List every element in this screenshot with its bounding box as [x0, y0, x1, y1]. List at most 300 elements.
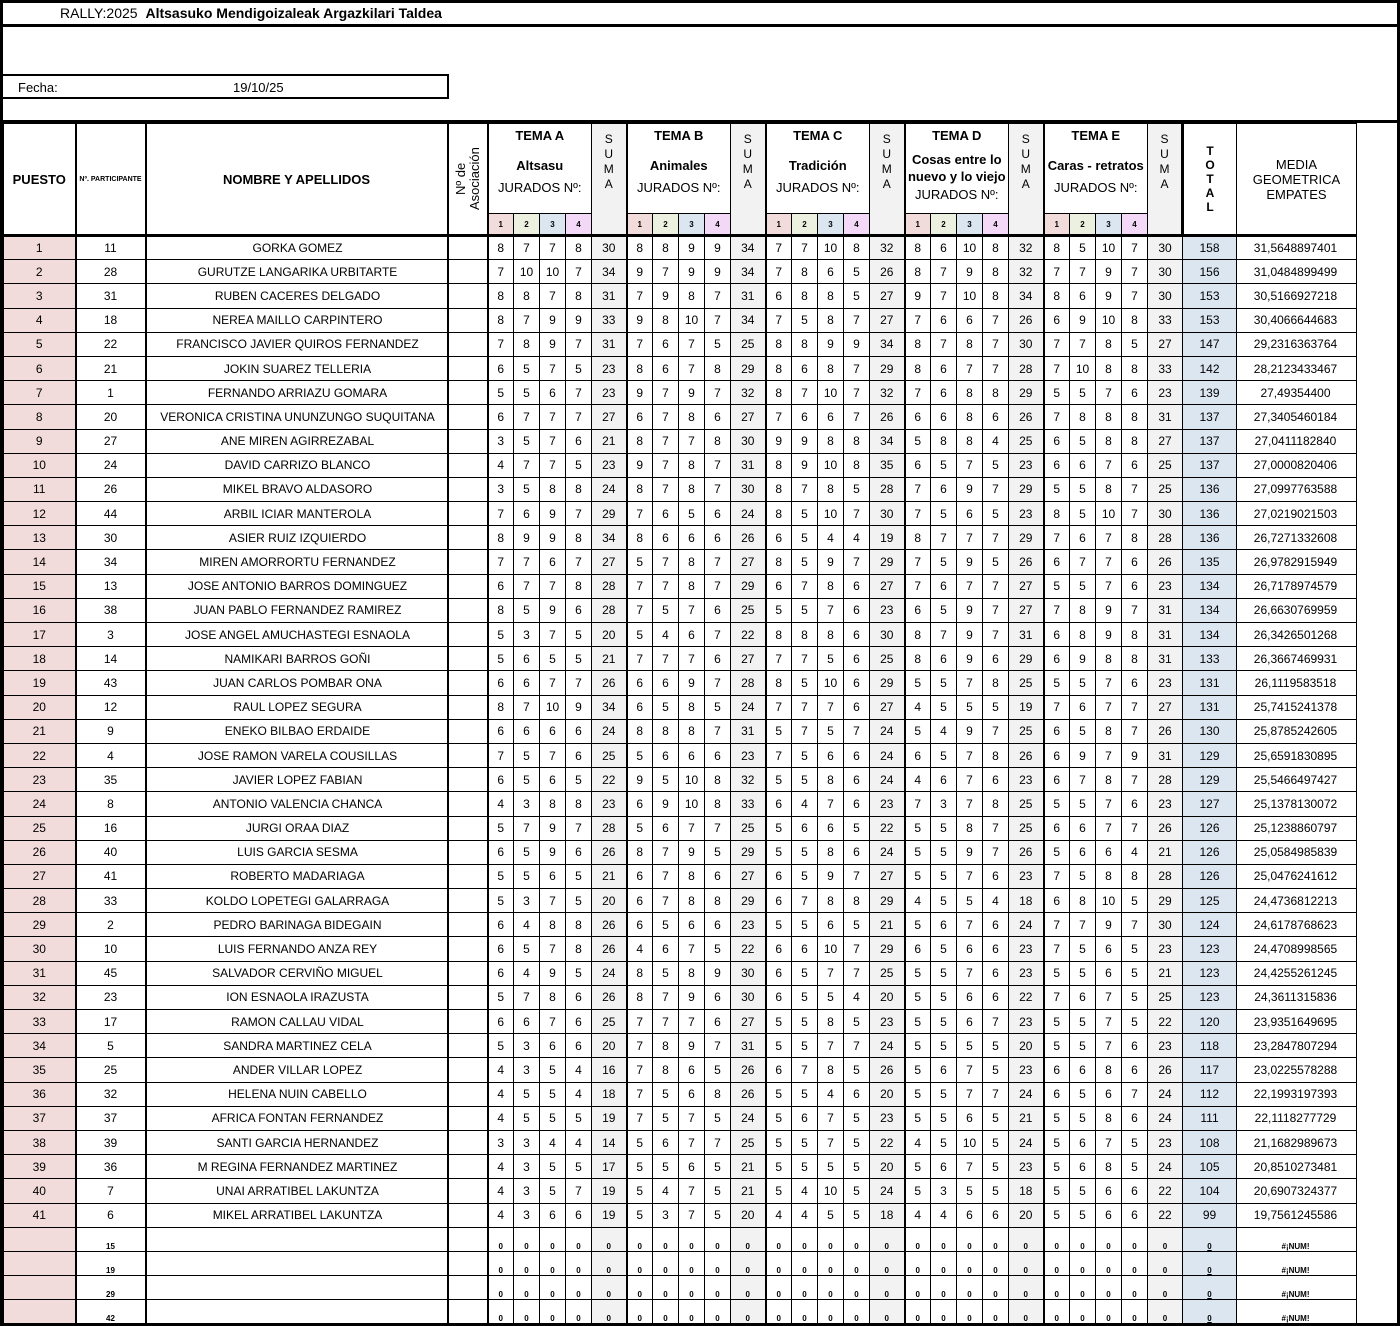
- jurado-score[interactable]: 5: [1122, 937, 1148, 961]
- jurado-score[interactable]: 7: [766, 405, 792, 429]
- jurado-score[interactable]: 5: [1070, 1010, 1096, 1034]
- jurado-score[interactable]: 8: [983, 284, 1009, 308]
- participante-cell[interactable]: 9: [76, 719, 146, 743]
- jurado-score[interactable]: 0: [1122, 1276, 1148, 1300]
- jurado-score[interactable]: 9: [705, 961, 731, 985]
- participante-cell[interactable]: 29: [76, 1276, 146, 1300]
- participante-cell[interactable]: 3: [76, 623, 146, 647]
- jurado-score[interactable]: 9: [957, 647, 983, 671]
- jurado-score[interactable]: 6: [931, 236, 957, 260]
- jurado-score[interactable]: 5: [1122, 1130, 1148, 1154]
- jurado-score[interactable]: 5: [905, 985, 931, 1009]
- jurado-score[interactable]: 7: [1070, 913, 1096, 937]
- asociacion-cell[interactable]: [448, 502, 488, 526]
- jurado-score[interactable]: 5: [514, 937, 540, 961]
- jurado-score[interactable]: 9: [679, 840, 705, 864]
- jurado-score[interactable]: 5: [705, 1203, 731, 1227]
- jurado-score[interactable]: 5: [844, 1106, 870, 1130]
- jurado-score[interactable]: 0: [818, 1276, 844, 1300]
- jurado-score[interactable]: 9: [905, 284, 931, 308]
- jurado-score[interactable]: 9: [705, 260, 731, 284]
- jurado-score[interactable]: 0: [540, 1276, 566, 1300]
- jurado-score[interactable]: 6: [931, 913, 957, 937]
- jurado-score[interactable]: 5: [905, 913, 931, 937]
- jurado-score[interactable]: 6: [818, 913, 844, 937]
- nombre-cell[interactable]: PEDRO BARINAGA BIDEGAIN: [146, 913, 448, 937]
- jurado-score[interactable]: 0: [931, 1300, 957, 1324]
- jurado-score[interactable]: 0: [766, 1300, 792, 1324]
- jurado-score[interactable]: 9: [957, 598, 983, 622]
- jurado-score[interactable]: 5: [983, 1179, 1009, 1203]
- jurado-score[interactable]: 6: [514, 671, 540, 695]
- jurado-score[interactable]: 8: [653, 236, 679, 260]
- jurado-score[interactable]: 8: [627, 719, 653, 743]
- jurado-score[interactable]: 7: [1096, 453, 1122, 477]
- jurado-score[interactable]: 4: [931, 1203, 957, 1227]
- jurado-score[interactable]: 3: [931, 1179, 957, 1203]
- jurado-score[interactable]: 5: [1044, 792, 1070, 816]
- jurado-score[interactable]: 9: [627, 260, 653, 284]
- jurado-score[interactable]: 10: [818, 937, 844, 961]
- jurado-score[interactable]: 4: [488, 1179, 514, 1203]
- jurado-score[interactable]: 5: [844, 1179, 870, 1203]
- jurado-score[interactable]: 8: [679, 889, 705, 913]
- jurado-score[interactable]: 6: [957, 308, 983, 332]
- jurado-score[interactable]: 5: [540, 647, 566, 671]
- jurado-score[interactable]: 5: [905, 1179, 931, 1203]
- jurado-score[interactable]: 6: [540, 1203, 566, 1227]
- jurado-score[interactable]: 5: [1122, 961, 1148, 985]
- nombre-cell[interactable]: [146, 1251, 448, 1275]
- jurado-score[interactable]: 8: [679, 719, 705, 743]
- jurado-score[interactable]: 5: [488, 864, 514, 888]
- jurado-score[interactable]: 5: [931, 1082, 957, 1106]
- jurado-score[interactable]: 5: [792, 526, 818, 550]
- jurado-score[interactable]: 7: [983, 332, 1009, 356]
- jurado-score[interactable]: 10: [679, 768, 705, 792]
- jurado-score[interactable]: 5: [931, 864, 957, 888]
- jurado-score[interactable]: 4: [488, 1082, 514, 1106]
- jurado-score[interactable]: 8: [566, 526, 592, 550]
- jurado-score[interactable]: 3: [514, 1203, 540, 1227]
- jurado-score[interactable]: 8: [514, 332, 540, 356]
- jurado-score[interactable]: 4: [1122, 840, 1148, 864]
- participante-cell[interactable]: 1: [76, 381, 146, 405]
- jurado-score[interactable]: 7: [844, 502, 870, 526]
- jurado-score[interactable]: 7: [957, 864, 983, 888]
- jurado-score[interactable]: 4: [818, 1082, 844, 1106]
- jurado-score[interactable]: 6: [1070, 284, 1096, 308]
- participante-cell[interactable]: 15: [76, 1227, 146, 1251]
- jurado-score[interactable]: 7: [905, 792, 931, 816]
- jurado-score[interactable]: 5: [566, 1155, 592, 1179]
- jurado-score[interactable]: 7: [679, 1130, 705, 1154]
- asociacion-cell[interactable]: [448, 1179, 488, 1203]
- asociacion-cell[interactable]: [448, 768, 488, 792]
- participante-cell[interactable]: 10: [76, 937, 146, 961]
- jurado-score[interactable]: 6: [627, 405, 653, 429]
- jurado-score[interactable]: 4: [792, 1179, 818, 1203]
- jurado-score[interactable]: 5: [566, 647, 592, 671]
- jurado-score[interactable]: 7: [792, 574, 818, 598]
- jurado-score[interactable]: 7: [766, 308, 792, 332]
- asociacion-cell[interactable]: [448, 381, 488, 405]
- jurado-score[interactable]: 8: [818, 574, 844, 598]
- jurado-score[interactable]: 6: [1122, 792, 1148, 816]
- jurado-score[interactable]: 8: [679, 574, 705, 598]
- jurado-score[interactable]: 4: [653, 623, 679, 647]
- jurado-score[interactable]: 4: [566, 1058, 592, 1082]
- jurado-score[interactable]: 6: [653, 743, 679, 767]
- jurado-score[interactable]: 7: [818, 961, 844, 985]
- jurado-score[interactable]: 6: [488, 768, 514, 792]
- jurado-score[interactable]: 5: [566, 864, 592, 888]
- nombre-cell[interactable]: GURUTZE LANGARIKA URBITARTE: [146, 260, 448, 284]
- jurado-score[interactable]: 8: [1122, 308, 1148, 332]
- participante-cell[interactable]: 33: [76, 889, 146, 913]
- jurado-score[interactable]: 7: [653, 453, 679, 477]
- jurado-score[interactable]: 9: [540, 961, 566, 985]
- jurado-score[interactable]: 8: [983, 743, 1009, 767]
- jurado-score[interactable]: 0: [679, 1251, 705, 1275]
- jurado-score[interactable]: 0: [566, 1276, 592, 1300]
- jurado-score[interactable]: 8: [627, 429, 653, 453]
- nombre-cell[interactable]: FRANCISCO JAVIER QUIROS FERNANDEZ: [146, 332, 448, 356]
- jurado-score[interactable]: 4: [905, 1203, 931, 1227]
- jurado-score[interactable]: 5: [540, 1082, 566, 1106]
- jurado-score[interactable]: 6: [705, 405, 731, 429]
- jurado-score[interactable]: 7: [1122, 477, 1148, 501]
- jurado-score[interactable]: 6: [705, 1010, 731, 1034]
- asociacion-cell[interactable]: [448, 623, 488, 647]
- jurado-score[interactable]: 10: [818, 1179, 844, 1203]
- jurado-score[interactable]: 7: [1096, 985, 1122, 1009]
- jurado-score[interactable]: 5: [931, 695, 957, 719]
- jurado-score[interactable]: 8: [1096, 429, 1122, 453]
- asociacion-cell[interactable]: [448, 1082, 488, 1106]
- jurado-score[interactable]: 8: [627, 840, 653, 864]
- nombre-cell[interactable]: HELENA NUIN CABELLO: [146, 1082, 448, 1106]
- nombre-cell[interactable]: ANE MIREN AGIRREZABAL: [146, 429, 448, 453]
- jurado-score[interactable]: 7: [1096, 526, 1122, 550]
- jurado-score[interactable]: 5: [792, 985, 818, 1009]
- jurado-score[interactable]: 7: [931, 623, 957, 647]
- jurado-score[interactable]: 10: [679, 308, 705, 332]
- jurado-score[interactable]: 0: [1044, 1227, 1070, 1251]
- jurado-score[interactable]: 8: [1122, 356, 1148, 380]
- jurado-score[interactable]: 0: [488, 1276, 514, 1300]
- jurado-score[interactable]: 9: [653, 792, 679, 816]
- jurado-score[interactable]: 4: [905, 1130, 931, 1154]
- jurado-score[interactable]: 5: [844, 913, 870, 937]
- jurado-score[interactable]: 7: [1096, 743, 1122, 767]
- jurado-score[interactable]: 5: [792, 308, 818, 332]
- participante-cell[interactable]: 7: [76, 1179, 146, 1203]
- jurado-score[interactable]: 8: [983, 236, 1009, 260]
- jurado-score[interactable]: 6: [905, 937, 931, 961]
- jurado-score[interactable]: 7: [488, 332, 514, 356]
- jurado-score[interactable]: 5: [931, 502, 957, 526]
- participante-cell[interactable]: 24: [76, 453, 146, 477]
- jurado-score[interactable]: 5: [1070, 429, 1096, 453]
- jurado-score[interactable]: 8: [1096, 477, 1122, 501]
- jurado-score[interactable]: 6: [679, 526, 705, 550]
- jurado-score[interactable]: 7: [540, 743, 566, 767]
- jurado-score[interactable]: 8: [905, 260, 931, 284]
- jurado-score[interactable]: 8: [905, 623, 931, 647]
- jurado-score[interactable]: 6: [514, 1010, 540, 1034]
- jurado-score[interactable]: 7: [627, 647, 653, 671]
- jurado-score[interactable]: 6: [905, 598, 931, 622]
- jurado-score[interactable]: 7: [844, 1034, 870, 1058]
- jurado-score[interactable]: 5: [983, 1130, 1009, 1154]
- jurado-score[interactable]: 9: [818, 864, 844, 888]
- jurado-score[interactable]: 7: [957, 1082, 983, 1106]
- nombre-cell[interactable]: LUIS FERNANDO ANZA REY: [146, 937, 448, 961]
- jurado-score[interactable]: 7: [540, 284, 566, 308]
- jurado-score[interactable]: 7: [983, 623, 1009, 647]
- jurado-score[interactable]: 8: [905, 647, 931, 671]
- jurado-score[interactable]: 7: [627, 1082, 653, 1106]
- jurado-score[interactable]: 0: [983, 1227, 1009, 1251]
- jurado-score[interactable]: 5: [792, 1034, 818, 1058]
- jurado-score[interactable]: 7: [653, 405, 679, 429]
- jurado-score[interactable]: 6: [983, 864, 1009, 888]
- jurado-score[interactable]: 8: [983, 381, 1009, 405]
- jurado-score[interactable]: 7: [653, 864, 679, 888]
- jurado-score[interactable]: 0: [818, 1300, 844, 1324]
- jurado-score[interactable]: 6: [844, 1082, 870, 1106]
- jurado-score[interactable]: 6: [653, 502, 679, 526]
- nombre-cell[interactable]: DAVID CARRIZO BLANCO: [146, 453, 448, 477]
- jurado-score[interactable]: 6: [792, 816, 818, 840]
- jurado-score[interactable]: 8: [679, 961, 705, 985]
- jurado-score[interactable]: 4: [540, 1130, 566, 1154]
- jurado-score[interactable]: 5: [983, 453, 1009, 477]
- jurado-score[interactable]: 5: [627, 1179, 653, 1203]
- jurado-score[interactable]: 7: [1096, 574, 1122, 598]
- jurado-score[interactable]: 8: [488, 526, 514, 550]
- asociacion-cell[interactable]: [448, 356, 488, 380]
- jurado-score[interactable]: 3: [514, 1034, 540, 1058]
- jurado-score[interactable]: 8: [1096, 719, 1122, 743]
- jurado-score[interactable]: 7: [983, 308, 1009, 332]
- jurado-score[interactable]: 6: [1096, 937, 1122, 961]
- jurado-score[interactable]: 6: [792, 356, 818, 380]
- jurado-score[interactable]: 4: [905, 889, 931, 913]
- asociacion-cell[interactable]: [448, 236, 488, 260]
- jurado-score[interactable]: 9: [653, 284, 679, 308]
- jurado-score[interactable]: 7: [818, 598, 844, 622]
- jurado-score[interactable]: 9: [1070, 743, 1096, 767]
- jurado-score[interactable]: 4: [844, 985, 870, 1009]
- jurado-score[interactable]: 7: [1096, 1034, 1122, 1058]
- jurado-score[interactable]: 6: [983, 405, 1009, 429]
- jurado-score[interactable]: 5: [766, 816, 792, 840]
- jurado-score[interactable]: 5: [653, 768, 679, 792]
- jurado-score[interactable]: 5: [844, 1130, 870, 1154]
- jurado-score[interactable]: 5: [653, 1082, 679, 1106]
- asociacion-cell[interactable]: [448, 260, 488, 284]
- jurado-score[interactable]: 0: [957, 1227, 983, 1251]
- nombre-cell[interactable]: SALVADOR CERVIÑO MIGUEL: [146, 961, 448, 985]
- jurado-score[interactable]: 5: [514, 477, 540, 501]
- jurado-score[interactable]: 8: [627, 356, 653, 380]
- jurado-score[interactable]: 7: [653, 429, 679, 453]
- jurado-score[interactable]: 4: [566, 1082, 592, 1106]
- jurado-score[interactable]: 5: [818, 1203, 844, 1227]
- jurado-score[interactable]: 0: [627, 1276, 653, 1300]
- jurado-score[interactable]: 9: [1096, 913, 1122, 937]
- jurado-score[interactable]: 5: [1070, 1106, 1096, 1130]
- jurado-score[interactable]: 6: [1044, 623, 1070, 647]
- jurado-score[interactable]: 5: [931, 937, 957, 961]
- jurado-score[interactable]: 7: [627, 332, 653, 356]
- jurado-score[interactable]: 7: [1122, 236, 1148, 260]
- jurado-score[interactable]: 7: [983, 574, 1009, 598]
- jurado-score[interactable]: 7: [931, 332, 957, 356]
- jurado-score[interactable]: 3: [514, 1130, 540, 1154]
- asociacion-cell[interactable]: [448, 1130, 488, 1154]
- jurado-score[interactable]: 7: [844, 719, 870, 743]
- jurado-score[interactable]: 9: [679, 260, 705, 284]
- asociacion-cell[interactable]: [448, 719, 488, 743]
- jurado-score[interactable]: 9: [514, 526, 540, 550]
- jurado-score[interactable]: 5: [905, 864, 931, 888]
- jurado-score[interactable]: 5: [983, 550, 1009, 574]
- jurado-score[interactable]: 6: [653, 1130, 679, 1154]
- jurado-score[interactable]: 7: [792, 695, 818, 719]
- jurado-score[interactable]: 7: [540, 889, 566, 913]
- jurado-score[interactable]: 4: [514, 961, 540, 985]
- jurado-score[interactable]: 5: [514, 429, 540, 453]
- nombre-cell[interactable]: [146, 1300, 448, 1324]
- jurado-score[interactable]: 5: [627, 1155, 653, 1179]
- jurado-score[interactable]: 5: [488, 889, 514, 913]
- jurado-score[interactable]: 7: [905, 502, 931, 526]
- jurado-score[interactable]: 6: [566, 598, 592, 622]
- nombre-cell[interactable]: SANTI GARCIA HERNANDEZ: [146, 1130, 448, 1154]
- jurado-score[interactable]: 8: [818, 768, 844, 792]
- jurado-score[interactable]: 7: [705, 1034, 731, 1058]
- jurado-score[interactable]: 3: [514, 623, 540, 647]
- jurado-score[interactable]: 7: [957, 768, 983, 792]
- jurado-score[interactable]: 10: [540, 260, 566, 284]
- jurado-score[interactable]: 0: [792, 1276, 818, 1300]
- jurado-score[interactable]: 10: [818, 381, 844, 405]
- participante-cell[interactable]: 22: [76, 332, 146, 356]
- jurado-score[interactable]: 5: [766, 1034, 792, 1058]
- jurado-score[interactable]: 5: [514, 864, 540, 888]
- jurado-score[interactable]: 0: [905, 1276, 931, 1300]
- nombre-cell[interactable]: JAVIER LOPEZ FABIAN: [146, 768, 448, 792]
- jurado-score[interactable]: 8: [1096, 647, 1122, 671]
- jurado-score[interactable]: 5: [957, 695, 983, 719]
- jurado-score[interactable]: 6: [1044, 816, 1070, 840]
- participante-cell[interactable]: 28: [76, 260, 146, 284]
- jurado-score[interactable]: 7: [957, 356, 983, 380]
- jurado-score[interactable]: 0: [540, 1300, 566, 1324]
- jurado-score[interactable]: 7: [653, 260, 679, 284]
- jurado-score[interactable]: 6: [488, 671, 514, 695]
- jurado-score[interactable]: 6: [766, 526, 792, 550]
- jurado-score[interactable]: 5: [766, 1082, 792, 1106]
- jurado-score[interactable]: 5: [705, 695, 731, 719]
- jurado-score[interactable]: 8: [983, 671, 1009, 695]
- jurado-score[interactable]: 5: [766, 1179, 792, 1203]
- jurado-score[interactable]: 7: [1070, 768, 1096, 792]
- jurado-score[interactable]: 5: [792, 502, 818, 526]
- jurado-score[interactable]: 7: [540, 937, 566, 961]
- jurado-score[interactable]: 9: [566, 695, 592, 719]
- jurado-score[interactable]: 6: [818, 743, 844, 767]
- jurado-score[interactable]: 5: [844, 816, 870, 840]
- jurado-score[interactable]: 7: [957, 913, 983, 937]
- jurado-score[interactable]: 7: [627, 1058, 653, 1082]
- nombre-cell[interactable]: [146, 1276, 448, 1300]
- jurado-score[interactable]: 7: [514, 574, 540, 598]
- jurado-score[interactable]: 7: [844, 308, 870, 332]
- jurado-score[interactable]: 6: [905, 405, 931, 429]
- jurado-score[interactable]: 6: [540, 1034, 566, 1058]
- jurado-score[interactable]: 7: [679, 429, 705, 453]
- jurado-score[interactable]: 8: [792, 260, 818, 284]
- jurado-score[interactable]: 6: [844, 792, 870, 816]
- asociacion-cell[interactable]: [448, 1034, 488, 1058]
- jurado-score[interactable]: 8: [818, 356, 844, 380]
- jurado-score[interactable]: 5: [1070, 1082, 1096, 1106]
- jurado-score[interactable]: 6: [983, 985, 1009, 1009]
- jurado-score[interactable]: 3: [514, 1058, 540, 1082]
- jurado-score[interactable]: 5: [653, 1155, 679, 1179]
- jurado-score[interactable]: 6: [705, 526, 731, 550]
- jurado-score[interactable]: 9: [818, 332, 844, 356]
- jurado-score[interactable]: 10: [514, 260, 540, 284]
- jurado-score[interactable]: 9: [627, 453, 653, 477]
- jurado-score[interactable]: 9: [540, 816, 566, 840]
- jurado-score[interactable]: 4: [566, 1130, 592, 1154]
- jurado-score[interactable]: 8: [905, 356, 931, 380]
- jurado-score[interactable]: 0: [653, 1227, 679, 1251]
- jurado-score[interactable]: 8: [957, 816, 983, 840]
- jurado-score[interactable]: 8: [514, 284, 540, 308]
- jurado-score[interactable]: 6: [679, 743, 705, 767]
- jurado-score[interactable]: 5: [983, 1155, 1009, 1179]
- jurado-score[interactable]: 7: [679, 598, 705, 622]
- jurado-score[interactable]: 5: [931, 598, 957, 622]
- jurado-score[interactable]: 4: [627, 937, 653, 961]
- jurado-score[interactable]: 9: [1096, 598, 1122, 622]
- jurado-score[interactable]: 4: [653, 1179, 679, 1203]
- jurado-score[interactable]: 0: [957, 1276, 983, 1300]
- jurado-score[interactable]: 5: [514, 1082, 540, 1106]
- jurado-score[interactable]: 5: [766, 598, 792, 622]
- jurado-score[interactable]: 6: [1122, 550, 1148, 574]
- participante-cell[interactable]: 41: [76, 864, 146, 888]
- jurado-score[interactable]: 6: [488, 405, 514, 429]
- jurado-score[interactable]: 8: [1122, 405, 1148, 429]
- jurado-score[interactable]: 6: [679, 1058, 705, 1082]
- jurado-score[interactable]: 5: [766, 1010, 792, 1034]
- jurado-score[interactable]: 6: [653, 937, 679, 961]
- jurado-score[interactable]: 6: [983, 1203, 1009, 1227]
- jurado-score[interactable]: 6: [653, 526, 679, 550]
- jurado-score[interactable]: 5: [705, 1058, 731, 1082]
- jurado-score[interactable]: 8: [818, 840, 844, 864]
- jurado-score[interactable]: 8: [705, 1082, 731, 1106]
- jurado-score[interactable]: 7: [844, 550, 870, 574]
- jurado-score[interactable]: 7: [488, 550, 514, 574]
